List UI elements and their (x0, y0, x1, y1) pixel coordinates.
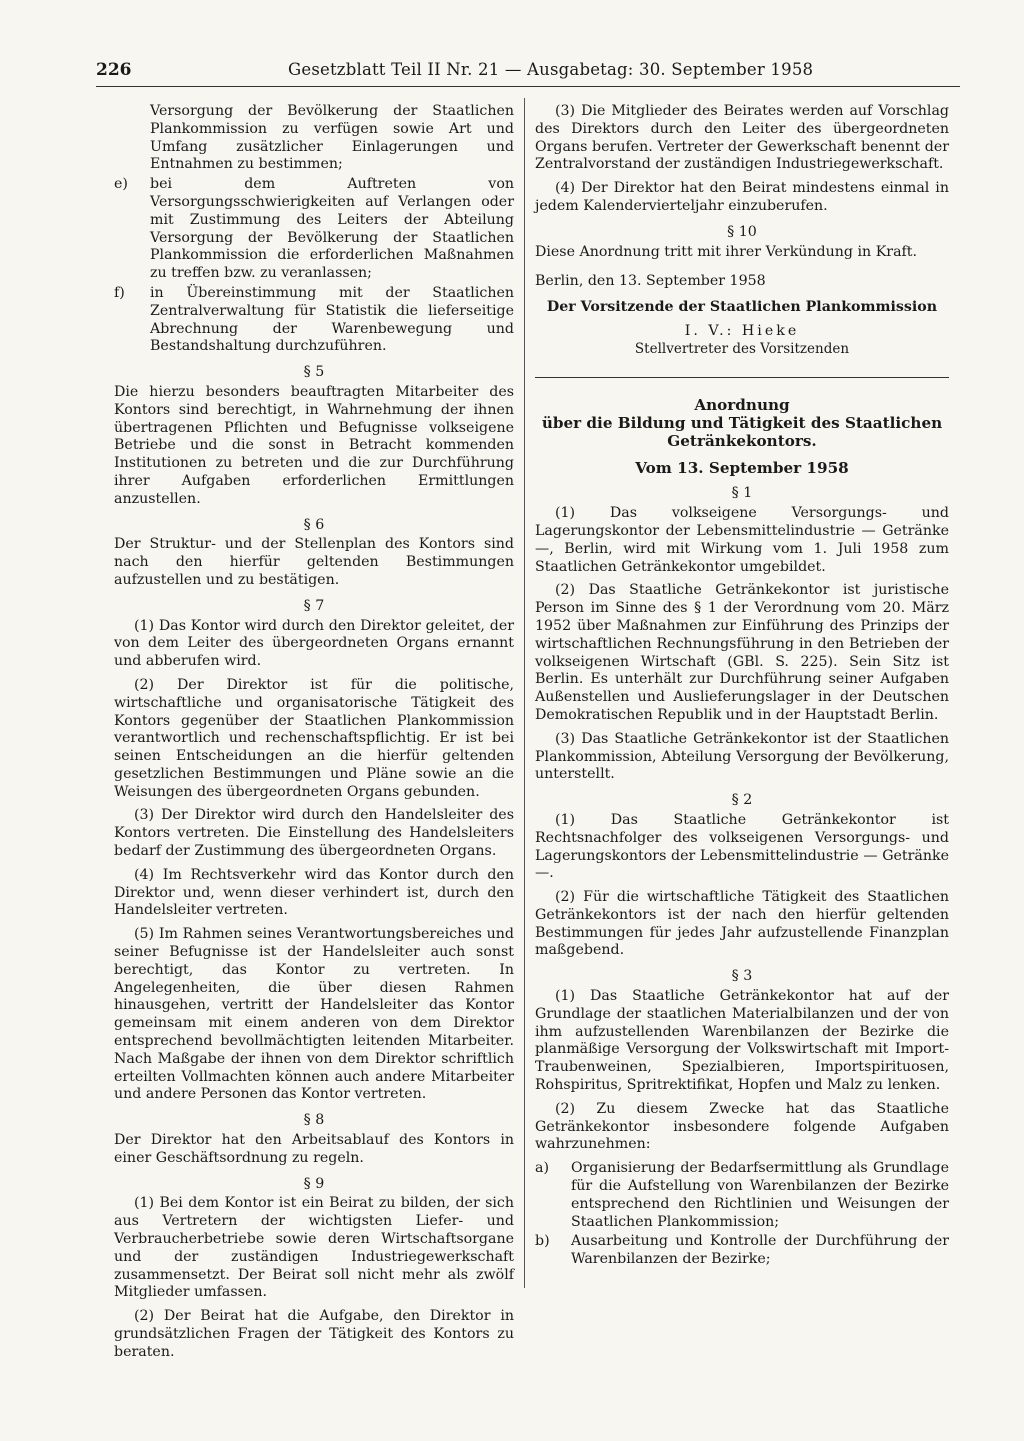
order-title-line-1: Anordnung (694, 395, 790, 414)
signature-role: Stellvertreter des Vorsitzenden (634, 340, 850, 357)
section-2-paragraph-1: (1) Das Staatliche Getränkekontor ist Rechtsnachfolger des volkseigenen Versorgungs- und Lagerungskontors der Lebensmittelindustrie — Getränke —. (535, 811, 949, 882)
section-5-text: Die hierzu besonders beauftragten Mitarbeiter des Kontors sind berechtigt, in Wahrnehmung der ihnen übertragenen Pflichten und Befugnisse volkseigene Betriebe und die sonst in Betracht kommenden Institutionen zu betreten und die zur Durchführung ihrer Aufgaben erforderlichen Ermittlungen anzustellen. (114, 383, 514, 507)
list-marker: f) (114, 284, 125, 301)
list-item-b (535, 1233, 949, 1269)
gazette-title: Gesetzblatt Teil II Nr. 21 — Ausgabetag: 30. September 1958 (288, 60, 814, 79)
section-1-paragraph-3: (3) Das Staatliche Getränkekontor ist der Staatlichen Plankommission, Abteilung Versorgung der Bevölkerung, unterstellt. (535, 730, 949, 783)
list-item-text: Organisierung der Bedarfsermittlung als Grundlage für die Aufstellung von Warenbilanzen der Bezirke entsprechend den Richtlinien und Weisungen der Staatlichen Plankommission; (571, 1160, 949, 1230)
section-3-paragraph-2: (2) Zu diesem Zwecke hat das Staatliche Getränkekontor insbesondere folgende Aufgaben wahrzunehmen: (535, 1100, 949, 1153)
order-title-line-2: über die Bildung und Tätigkeit des Staatlichen (541, 413, 943, 432)
list-item-e (114, 176, 514, 283)
section-heading-1: § 1 (731, 485, 753, 502)
section-heading-2: § 2 (731, 792, 753, 809)
section-1-paragraph-1: (1) Das volkseigene Versorgungs- und Lagerungskontor der Lebensmittelindustrie — Getränke —, Berlin, wird mit Wirkung vom 1. Juli 1958 zum Staatlichen Getränkekontor umgebildet. (535, 505, 949, 575)
section-8-text: Der Direktor hat den Arbeitsablauf des Kontors in einer Geschäftsordnung zu regeln. (114, 1132, 514, 1166)
section-heading-10: § 10 (727, 223, 757, 240)
section-2-paragraph-2: (2) Für die wirtschaftliche Tätigkeit des Staatlichen Getränkekontors ist der nach den hierfür geltenden Bestimmungen für jedes Jahr aufzustellende Finanzplan maßgebend. (535, 889, 949, 959)
section-9-paragraph-4: (4) Der Direktor hat den Beirat mindestens einmal in jedem Kalendervierteljahr einzuberufen. (535, 180, 949, 214)
section-7-paragraph-5: (5) Im Rahmen seines Verantwortungsbereiches und seiner Befugnisse ist der Handelsleiter auch sonst berechtigt, das Kontor zu vertreten. In Angelegenheiten, die über diesen Rahmen hinausgehen, vertritt der Handelsleiter das Kontor gemeinsam mit einem anderen von dem Direktor entsprechend bevollmächtigten leitenden Mitarbeiter. Nach Maßgabe der ihnen von dem Direktor schriftlich erteilten Vollmachten können auch andere Mitarbeiter und andere Personen das Kontor vertreten. (114, 926, 514, 1103)
list-item-a (535, 1160, 949, 1231)
signature-place-date: Berlin, den 13. September 1958 (535, 273, 766, 290)
page-number: 226 (96, 60, 132, 80)
section-3-paragraph-1: (1) Das Staatliche Getränkekontor hat auf der Grundlage der staatlichen Materialbilanzen und der von ihm aufzustellenden Warenbilanzen der Bezirke die planmäßige Versorgung der Volkswirtschaft mit Import-Traubenweinen, Spezialbieren, Importspirituosen, Rohspiritus, Spritrektifikat, Hopfen und Malz zu lenken. (535, 988, 949, 1094)
signature-title: Der Vorsitzende der Staatlichen Plankommission (546, 299, 938, 316)
section-separator (535, 377, 949, 378)
section-heading-9: § 9 (303, 1175, 325, 1192)
section-heading-6: § 6 (303, 516, 325, 533)
section-7-paragraph-1: (1) Das Kontor wird durch den Direktor geleitet, der von dem Leiter des übergeordneten Organs ernannt und abberufen wird. (114, 617, 514, 670)
section-7-paragraph-3: (3) Der Direktor wird durch den Handelsleiter des Kontors vertreten. Die Einstellung des Handelsleiters bedarf der Zustimmung des übergeordneten Organs. (114, 807, 514, 860)
section-9-paragraph-2: (2) Der Beirat hat die Aufgabe, den Direktor in grundsätzlichen Fragen der Tätigkeit des Kontors zu beraten. (114, 1308, 514, 1360)
right-column (535, 103, 949, 1271)
left-column (114, 103, 514, 1368)
signature-name: I. V.: Hieke (684, 322, 800, 339)
section-heading-5: § 5 (303, 364, 325, 381)
continued-item-text: Versorgung der Bevölkerung der Staatlichen Plankommission zu verfügen sowie Art und Umfang zusätzlicher Einlagerungen und Entnahmen zu bestimmen; (150, 103, 514, 173)
list-marker: e) (114, 176, 128, 193)
list-marker: a) (535, 1160, 549, 1177)
section-6-text: Der Struktur- und der Stellenplan des Kontors sind nach den hierfür geltenden Bestimmungen aufzustellen und zu bestätigen. (114, 536, 514, 588)
section-7-paragraph-2: (2) Der Direktor ist für die politische, wirtschaftliche und organisatorische Tätigkeit des Kontors gegenüber der Staatlichen Plankommission verantwortlich und rechenschaftspflichtig. Er ist bei seinen Entscheidungen an die hierfür geltenden gesetzlichen Bestimmungen und Pläne sowie an die Weisungen des übergeordneten Organs gebunden. (114, 676, 514, 800)
section-heading-3: § 3 (731, 968, 753, 985)
section-10-text: Diese Anordnung tritt mit ihrer Verkündung in Kraft. (535, 243, 917, 260)
list-item-f (114, 285, 514, 356)
section-1-paragraph-2: (2) Das Staatliche Getränkekontor ist juristische Person im Sinne des § 1 der Verordnung vom 20. März 1952 über Maßnahmen zur Einführung des Prinzips der wirtschaftlichen Rechnungsführung in den Betrieben der volkseigenen Wirtschaft (GBl. S. 225). Sein Sitz ist Berlin. Es unterhält zur Durchführung seiner Aufgaben Außenstellen und Auslieferungslager in der Deutschen Demokratischen Republik und in der Hauptstadt Berlin. (535, 582, 949, 723)
order-date: Vom 13. September 1958 (635, 458, 849, 477)
section-7-paragraph-4: (4) Im Rechtsverkehr wird das Kontor durch den Direktor und, wenn dieser verhindert ist, durch den Handelsleiter vertreten. (114, 866, 514, 919)
section-heading-7: § 7 (303, 597, 325, 614)
column-divider (524, 98, 525, 1288)
list-item-text: Ausarbeitung und Kontrolle der Durchführung der Warenbilanzen der Bezirke; (571, 1233, 949, 1268)
section-9-paragraph-3: (3) Die Mitglieder des Beirates werden auf Vorschlag des Direktors durch den Leiter des übergeordneten Organs berufen. Vertreter der Gewerkschaft benennt der Zentralvorstand der zuständigen Industriegewerkschaft. (535, 103, 949, 173)
section-9-paragraph-1: (1) Bei dem Kontor ist ein Beirat zu bilden, der sich aus Vertretern der wichtigsten Liefer- und Verbraucherbetriebe sowie deren Wirtschaftsorgane und der zuständigen Industriegewerkschaft zusammensetzt. Der Beirat soll nicht mehr als zwölf Mitglieder umfassen. (114, 1195, 514, 1301)
list-item-text: in Übereinstimmung mit der Staatlichen Zentralverwaltung für Statistik die lieferseitige Abrechnung der Warenbewegung und Bestandshaltung durchzuführen. (150, 284, 514, 355)
list-item-text: bei dem Auftreten von Versorgungsschwierigkeiten auf Verlangen oder mit Zustimmung des Leiters der Abteilung Versorgung der Bevölkerung der Staatlichen Plankommission die erforderlichen Maßnahmen zu treffen bzw. zu veranlassen; (150, 176, 514, 282)
list-marker: b) (535, 1233, 550, 1250)
page-header (96, 60, 960, 87)
section-heading-8: § 8 (303, 1112, 325, 1129)
order-title-line-3: Getränkekontors. (667, 431, 817, 450)
